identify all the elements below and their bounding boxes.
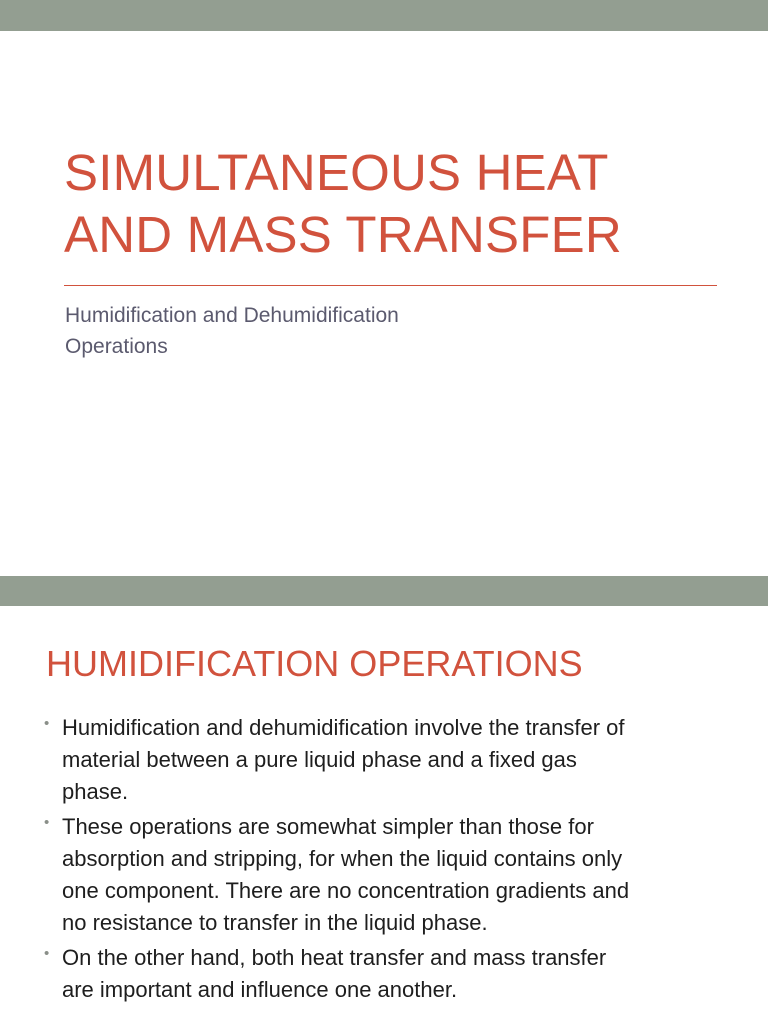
bullet-line: material between a pure liquid phase and a fixed gas (62, 747, 577, 772)
slide1-subtitle-line: Operations (65, 335, 168, 358)
bullet-line: Humidification and dehumidification involve the transfer of (62, 715, 625, 740)
bullet-text (62, 942, 754, 1006)
bullet-line: no resistance to transfer in the liquid phase. (62, 910, 488, 935)
bullet-item (44, 712, 754, 808)
bullet-line: absorption and stripping, for when the liquid contains only (62, 846, 623, 871)
slide2-title: HUMIDIFICATION OPERATIONS (46, 643, 583, 684)
bullet-text (62, 712, 754, 808)
bullet-line: phase. (62, 779, 129, 804)
bullet-item (44, 942, 754, 1006)
bullet-dot-icon: • (44, 814, 50, 831)
bullet-line: one component. There are no concentration gradients and (62, 878, 630, 903)
bullet-list (44, 712, 754, 1009)
bullet-line: On the other hand, both heat transfer and mass transfer (62, 945, 607, 970)
slide1-subtitle (65, 300, 665, 362)
slide-top-band (0, 0, 768, 31)
title-divider (64, 285, 717, 286)
bullet-dot-icon: • (44, 715, 50, 732)
slide1-title-line: AND MASS TRANSFER (64, 206, 622, 263)
slide1-subtitle-line: Humidification and Dehumidification (65, 304, 399, 327)
bullet-dot-icon: • (44, 945, 50, 962)
bullet-item (44, 811, 754, 939)
bullet-text (62, 811, 754, 939)
bullet-line: are important and influence one another. (62, 977, 458, 1002)
bullet-line: These operations are somewhat simpler than those for (62, 814, 594, 839)
slide1-title (64, 142, 744, 266)
slide-divider-band (0, 576, 768, 606)
slide1-title-line: SIMULTANEOUS HEAT (64, 144, 609, 201)
